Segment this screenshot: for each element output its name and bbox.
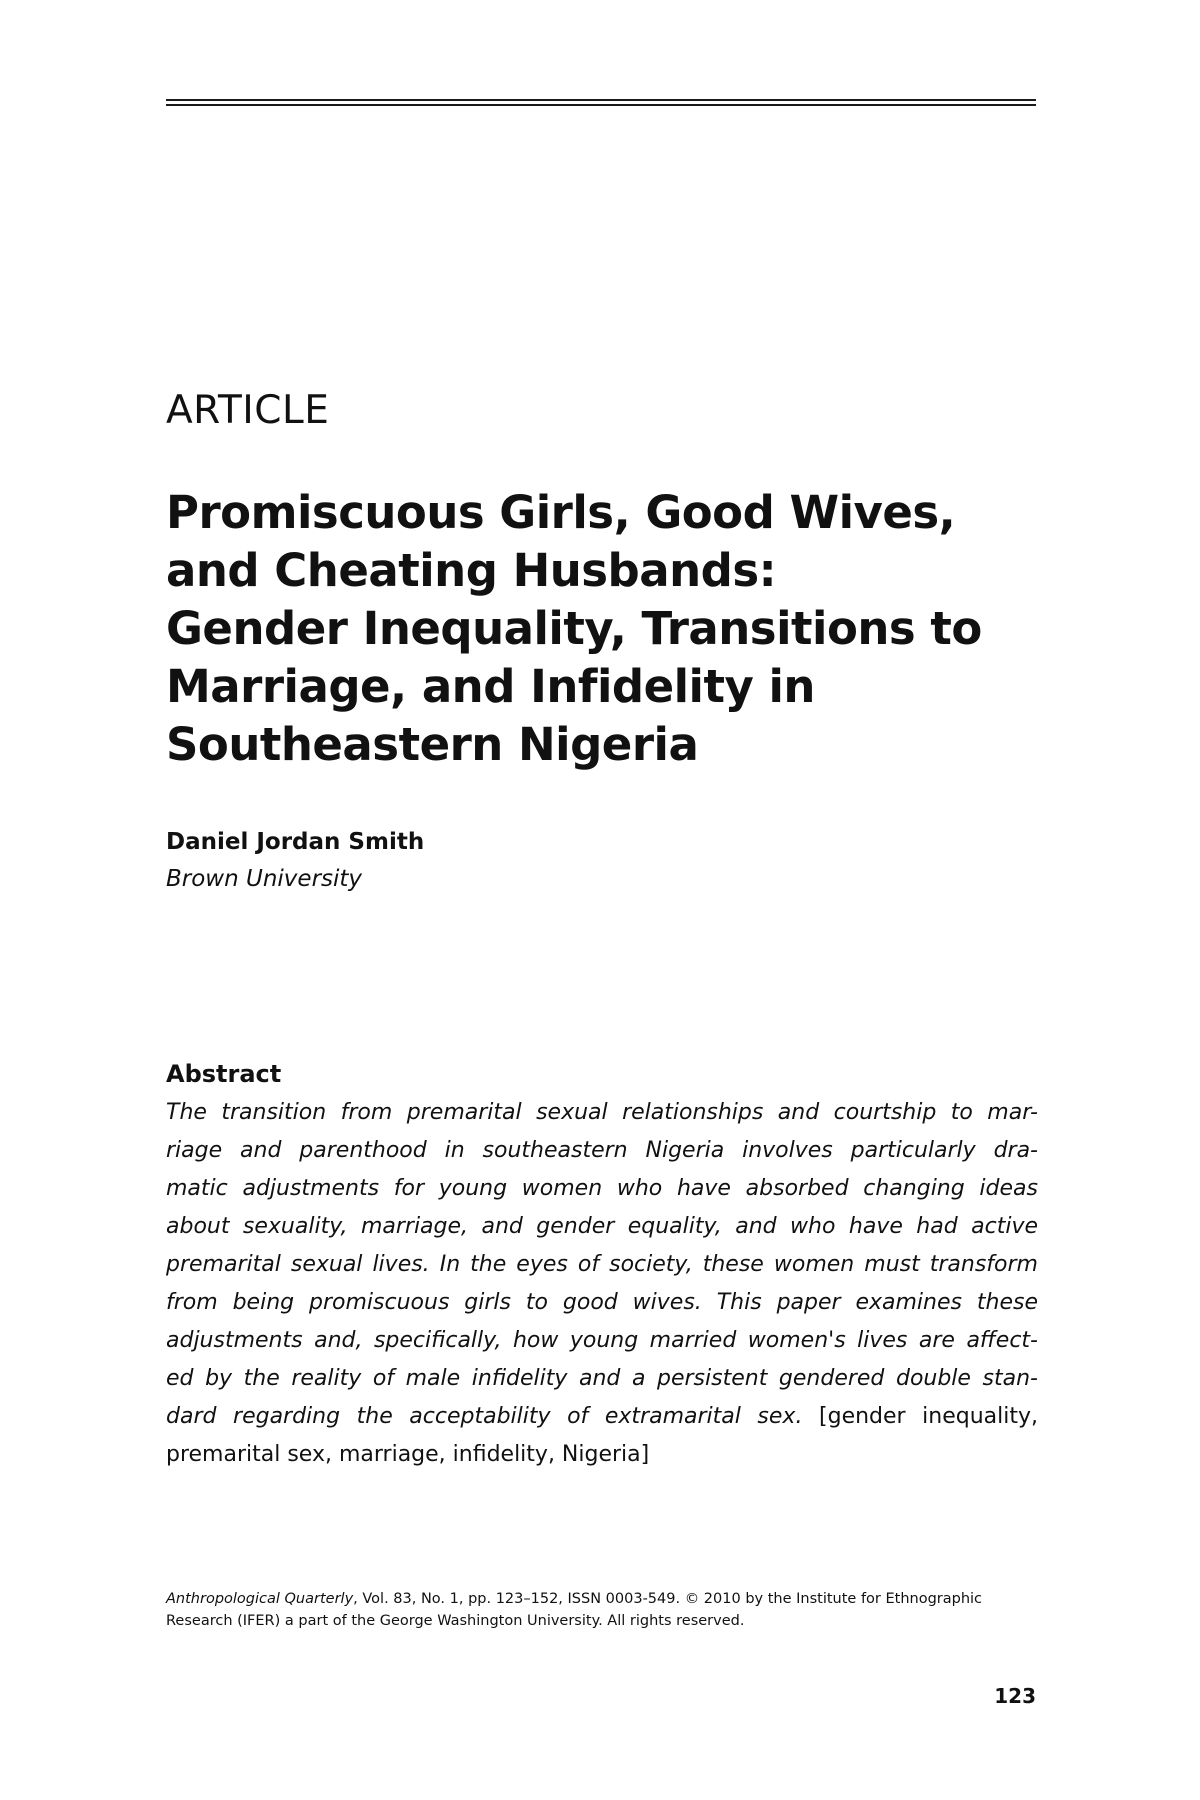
abstract-line: The transition from premarital sexual relationships and courtship to mar- bbox=[166, 1100, 1038, 1125]
abstract-line: premarital sexual lives. In the eyes of society, these women must transform bbox=[166, 1252, 1038, 1277]
section-label: ARTICLE bbox=[166, 388, 330, 433]
abstract-line-with-keywords bbox=[166, 1398, 1038, 1436]
author-name: Daniel Jordan Smith bbox=[166, 829, 425, 855]
abstract-keywords-end: premarital sex, marriage, infidelity, Nigeria] bbox=[166, 1442, 650, 1467]
abstract-line: from being promiscuous girls to good wives. This paper examines these bbox=[166, 1290, 1038, 1315]
citation-details: , Vol. 83, No. 1, pp. 123–152, ISSN 0003-549. © 2010 by the Institute for Ethnographic bbox=[353, 1591, 983, 1607]
abstract-heading: Abstract bbox=[166, 1060, 282, 1088]
abstract-body bbox=[166, 1094, 1038, 1474]
citation-line: Research (IFER) a part of the George Washington University. All rights reserved. bbox=[166, 1613, 745, 1629]
top-rule bbox=[166, 99, 1036, 101]
abstract-keywords-start: [gender inequality, bbox=[819, 1404, 1038, 1429]
title-line: and Cheating Husbands: bbox=[166, 544, 777, 597]
title-line: Gender Inequality, Transitions to bbox=[166, 602, 982, 655]
title-line: Promiscuous Girls, Good Wives, bbox=[166, 486, 956, 539]
author-affiliation: Brown University bbox=[166, 866, 363, 892]
top-rule-secondary bbox=[166, 104, 1036, 106]
abstract-line: dard regarding the acceptability of extramarital sex. bbox=[166, 1404, 803, 1429]
abstract-line: riage and parenthood in southeastern Nigeria involves particularly dra- bbox=[166, 1138, 1038, 1163]
abstract-line: ed by the reality of male infidelity and a persistent gendered double stan- bbox=[166, 1366, 1038, 1391]
citation-line bbox=[166, 1588, 1038, 1610]
abstract-line: adjustments and, specifically, how young married women's lives are affect- bbox=[166, 1328, 1038, 1353]
title-line: Southeastern Nigeria bbox=[166, 718, 699, 771]
page-number: 123 bbox=[994, 1684, 1036, 1708]
journal-name: Anthropological Quarterly bbox=[166, 1591, 354, 1607]
citation-footer bbox=[166, 1588, 1038, 1632]
abstract-line: about sexuality, marriage, and gender equality, and who have had active bbox=[166, 1214, 1038, 1239]
article-title bbox=[166, 484, 1046, 774]
abstract-line: matic adjustments for young women who have absorbed changing ideas bbox=[166, 1176, 1038, 1201]
title-line: Marriage, and Infidelity in bbox=[166, 660, 815, 713]
